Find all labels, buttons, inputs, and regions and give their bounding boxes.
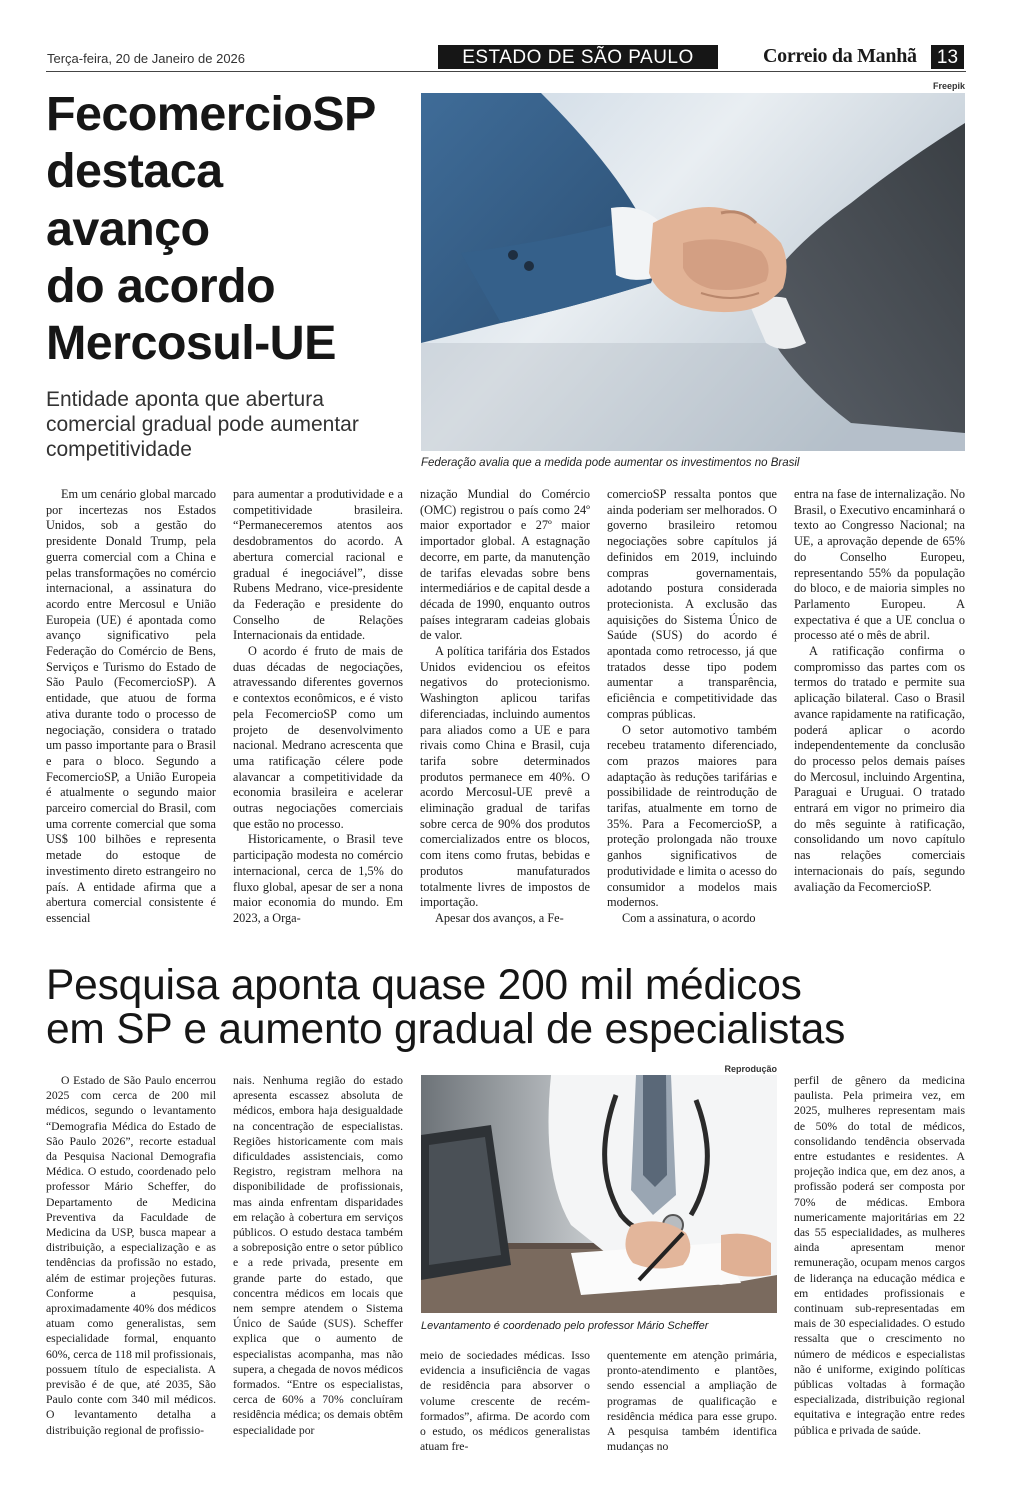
- headline-line: Pesquisa aponta quase 200 mil médicos: [46, 962, 802, 1009]
- paragraph: Com a assinatura, o acordo: [622, 910, 756, 925]
- article2-headline: [46, 964, 976, 1052]
- photo2-caption: Levantamento é coordenado pelo professor Mário Scheffer: [421, 1320, 709, 1332]
- article2-column-4: [607, 1348, 777, 1454]
- paragraph: A política tarifária dos Estados Unidos evidenciou os efeitos negativos do protecionismo. Washington aplicou tarifas diferenciadas, incluindo aumentos para aliados como a UE e para rivais como China e Brasil, cuja tarifa sobre determinados produtos permanece em 40%. O acordo Mercosul-UE prevê a eliminação gradual de tarifas sobre cerca de 90% dos produtos comercializados entre os blocos, com itens como frutas, bebidas e produtos manufaturados totalmente livres de impostos de importação.: [420, 644, 590, 910]
- paragraph: Em um cenário global marcado por incertezas nos Estados Unidos, sob a gestão do presidente Donald Trump, pela guerra comercial com a China e pelas transformações no comércio internacional, a assinatura do acordo entre Mercosul e União Europeia (UE) é apontada como avanço significativo pela Federação do Comércio de Bens, Serviços e Turismo do Estado de São Paulo (FecomercioSP). A entidade, que atuou de forma ativa durante todo o processo de negociação, considera o tratado um passo importante para o Brasil e para o bloco. Segundo a FecomercioSP, a União Europeia é atualmente o segundo maior parceiro comercial do Brasil, com uma corrente comercial que soma US$ 100 bilhões e representa metade do estoque de investimento direto estrangeiro no país. A entidade afirma que a abertura comercial consistente é essencial: [46, 487, 216, 925]
- article1-column-3: [420, 487, 590, 927]
- paragraph: O Estado de São Paulo encerrou 2025 com cerca de 200 mil médicos, segundo o levantamento “Demografia Médica do Estado de São Paulo 2026”, recorte estadual da Pesquisa Nacional Demografia Médica. O estudo, coordenado pelo professor Mário Scheffer, do Departamento de Medicina Preventiva da Faculdade de Medicina da USP, busca mapear a distribuição, a especialização e as tendências da profissão no estado, além de estimar projeções futuras. Conforme a pesquisa, aproximadamente 40% dos médicos atuam como generalistas, sem especialidade formal, enquanto 60%, cerca de 118 mil profissionais, possuem título de especialista. A previsão é de que, até 2035, São Paulo conte com 340 mil médicos. O levantamento detalha a distribuição regional de profissio-: [46, 1074, 216, 1437]
- paragraph: para aumentar a produtividade e a competitividade brasileira. “Permaneceremos atentos aos desdobramentos do acordo. A abertura comercial racional e gradual é inegociável”, disse Rubens Medrano, vice-presidente da Federação e presidente do Conselho de Relações Internacionais da entidade.: [233, 487, 403, 643]
- paragraph: nais. Nenhuma região do estado apresenta escassez absoluta de médicos, embora haja desigualdade na concentração de especialistas. Regiões historicamente com mais dificuldades assistenciais, como Registro, registram melhora na disponibilidade de profissionais, mas ainda enfrentam disparidades em relação à cobertura em serviços públicos. O estudo destaca também a sobreposição entre o setor público e a rede privada, presente em grande parte do estado, que concentra médicos em locais que nem sempre atendem o Sistema Único de Saúde (SUS). Scheffer explica que o aumento de especialistas acompanha, mas não supera, a chegada de novos médicos formados. “Entre os especialistas, cerca de 60% a 70% concluíram residência médica; os demais obtêm especialidade por: [233, 1074, 403, 1437]
- article1-column-4: [607, 487, 777, 927]
- article1-column-2: [233, 487, 403, 927]
- article2-column-5: [794, 1073, 965, 1438]
- photo1-caption: Federação avalia que a medida pode aumentar os investimentos no Brasil: [421, 457, 800, 469]
- article1-headline: [46, 86, 408, 372]
- headline-line: em SP e aumento gradual de especialistas: [46, 1006, 846, 1053]
- headline-line: Mercosul-UE: [46, 316, 336, 371]
- article2-column-3: [420, 1348, 590, 1454]
- publication-date: Terça-feira, 20 de Janeiro de 2026: [47, 51, 246, 66]
- header-rule: [46, 71, 966, 72]
- handshake-photo: [421, 93, 965, 451]
- headline-line: destaca: [46, 144, 223, 199]
- paragraph: meio de sociedades médicas. Isso evidencia a insuficiência de vagas de residência para absorver o volume crescente de recém-formados”, afirma. De acordo com o estudo, os médicos generalistas atuam fre-: [420, 1349, 590, 1454]
- paragraph: Historicamente, o Brasil teve participação modesta no comércio internacional, cerca de 1,5% do fluxo global, apesar de ser a nona maior economia do mundo. Em 2023, a Orga-: [233, 832, 403, 925]
- paragraph: quentemente em atenção primária, pronto-atendimento e plantões, sendo essencial a ampliação de programas de qualificação e residência médica para esse grupo. A pesquisa também identifica mudanças no: [607, 1349, 777, 1454]
- article2-column-2: [233, 1073, 403, 1438]
- section-label: ESTADO DE SÃO PAULO: [438, 45, 718, 69]
- photo1-credit: Freepik: [932, 81, 965, 91]
- headline-line: FecomercioSP: [46, 87, 376, 141]
- newspaper-name: Correio da Manhã: [763, 45, 917, 67]
- article1-column-5: [794, 487, 965, 895]
- paragraph: perfil de gênero da medicina paulista. Pela primeira vez, em 2025, mulheres representam mais de 50% do total de médicos, consolidando tendência observada entre estudantes e residentes. A projeção indica que, em dez anos, a profissão poderá ser composta por 70% de médicas. Embora numericamente majoritárias em 22 das 55 especialidades, as mulheres ainda apresentam menor remuneração, ocupam menos cargos de liderança na educação médica e em entidades profissionais e continuam sub-representadas em mais de 30 especialidades. O estudo ressalta que o crescimento no número de médicos e especialistas não é uniforme, exigindo políticas públicas voltadas à formação especializada, distribuição regional equitativa e integração entre redes pública e privada de saúde.: [794, 1074, 965, 1437]
- photo2-credit: Reprodução: [724, 1064, 777, 1074]
- doctor-photo: [421, 1075, 777, 1313]
- paragraph: Apesar dos avanços, a Fe-: [435, 910, 564, 925]
- article1-column-1: [46, 487, 216, 927]
- article2-column-1: [46, 1073, 216, 1438]
- paragraph: O acordo é fruto de mais de duas décadas de negociações, atravessando diferentes governos e contextos econômicos, e é visto pela FecomercioSP como um projeto de desenvolvimento nacional. Medrano acrescenta que uma ratificação célere pode alavancar a competitividade da economia brasileira e acelerar outras negociações comerciais que estão no processo.: [233, 644, 403, 831]
- page-number: 13: [931, 45, 964, 69]
- paragraph: A ratificação confirma o compromisso das partes com os termos do tratado e permite sua aplicação bilateral. Caso o Brasil avance rapidamente na ratificação, poderá aplicar o acordo independentemente da conclusão do processo pelos demais países do Mercosul, incluindo Argentina, Paraguai e Uruguai. O tratado entrará em vigor no primeiro dia do mês seguinte à ratificação, consolidando um novo capítulo nas relações comerciais internacionais do país, segundo avaliação da FecomercioSP.: [794, 644, 965, 894]
- article1-subheadline: Entidade aponta que abertura comercial gradual pode aumentar competitividade: [46, 388, 359, 461]
- paragraph: O setor automotivo também recebeu tratamento diferenciado, com prazos maiores para adaptação às reduções tarifárias e possibilidade de reintrodução de tarifas, atualmente em torno de 35%. Para a FecomercioSP, a proteção prolongada não trouxe ganhos significativos de produtividade e limita o acesso do consumidor a modelos mais modernos.: [607, 722, 777, 910]
- headline-line: do acordo: [46, 258, 276, 313]
- paragraph: entra na fase de internalização. No Brasil, o Executivo encaminhará o texto ao Congresso Nacional; na UE, a aprovação depende de 65% do Conselho Europeu, representando 55% da população do bloco, e de maioria simples no Parlamento Europeu. A expectativa é que a UE conclua o processo até o mês de abril.: [794, 487, 965, 643]
- paragraph: comercioSP ressalta pontos que ainda poderiam ser melhorados. O governo brasileiro retomou negociações sobre capítulos já definidos em 2019, incluindo compras governamentais, adotando postura considerada protecionista. A exclusão das aquisições do Sistema Único de Saúde (SUS) do acordo é apontada como retrocesso, já que tratados desse tipo podem aumentar a transparência, eficiência e competitividade das compras públicas.: [607, 487, 777, 721]
- headline-line: avanço: [46, 201, 210, 256]
- paragraph: nização Mundial do Comércio (OMC) registrou o país como 24º maior exportador e 27º maior importador global. A estagnação decorre, em parte, da manutenção de tarifas elevadas sobre bens intermediários e de capital desde a década de 1990, enquanto outros países integraram cadeias globais de valor.: [420, 487, 590, 643]
